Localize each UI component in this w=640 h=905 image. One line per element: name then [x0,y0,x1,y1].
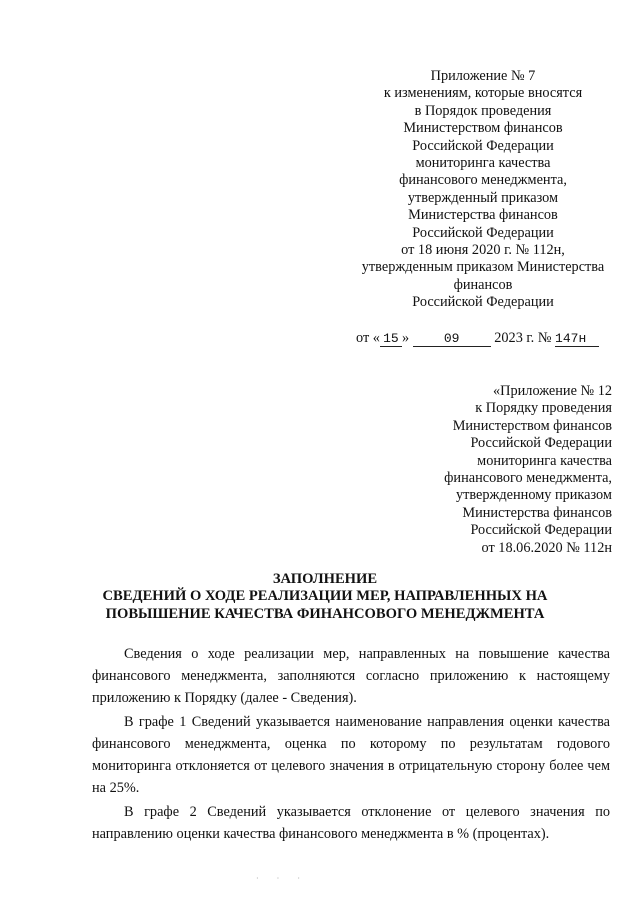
appendix-7-header [318,68,640,312]
header-line: финансового менеджмента, [444,470,612,487]
header-line: Российской Федерации [470,435,612,452]
header-line: от 18.06.2020 № 112н [481,539,612,556]
body-paragraph: Сведения о ходе реализации мер, направленных на повышение качества финансового менеджмента, заполняются согласно приложению к настоящему приложению к Порядку (далее - Сведения). [92,646,610,706]
title-line: СВЕДЕНИЙ О ХОДЕ РЕАЛИЗАЦИИ МЕР, НАПРАВЛЕННЫХ НА [102,588,548,605]
document-body [92,643,610,845]
header-line: Приложение № 7 [430,68,536,84]
header-line: в Порядок проведения [414,102,552,119]
header-line: от 18 июня 2020 г. № 112н, [401,242,565,259]
header-line: к изменениям, которые вносятся [383,85,583,102]
body-paragraph: В графе 1 Сведений указывается наименование направления оценки качества финансового менеджмента, оценка по которому по результатам годового мониторинга отклоняется от целевого значения в отрицательную сторону более чем на 25%. [92,714,610,796]
title-line: ПОВЫШЕНИЕ КАЧЕСТВА ФИНАНСОВОГО МЕНЕДЖМЕНТА [105,605,545,622]
date-prefix: от « [356,330,380,346]
order-year-text: 2023 г. № [494,330,552,346]
body-paragraph: В графе 2 Сведений указывается отклонение от целевого значения по направлению оценки качества финансового менеджмента в % (процентах). [92,804,610,842]
header-line: Министерством финансов [403,120,563,137]
document-title [60,571,590,623]
date-middle: » [401,330,410,346]
header-line: утвержденному приказом [455,487,612,504]
order-date-line [356,330,599,347]
header-line: мониторинга качества [415,155,551,172]
header-line: финансов [453,276,513,293]
header-line: Министерства финансов [408,207,558,224]
header-line: к Порядку проведения [475,400,612,417]
header-line: Российской Федерации [412,137,554,154]
title-line: ЗАПОЛНЕНИЕ [272,571,378,587]
header-line: Министерством финансов [452,417,612,434]
scan-specks: · · · [256,874,308,883]
order-number: 147н [555,331,599,347]
order-month: 09 [413,331,491,347]
header-line: Российской Федерации [412,294,554,311]
header-line: Российской Федерации [412,224,554,241]
header-line: Министерства финансов [462,504,612,521]
header-line: Российской Федерации [470,522,612,539]
appendix-12-header [352,383,612,557]
header-line: финансового менеджмента, [399,172,567,189]
header-line: «Приложение № 12 [493,383,612,399]
header-line: утвержденным приказом Министерства [361,259,605,276]
header-line: утвержденный приказом [407,189,559,206]
header-line: мониторинга качества [477,452,612,469]
order-day: 15 [380,331,402,347]
